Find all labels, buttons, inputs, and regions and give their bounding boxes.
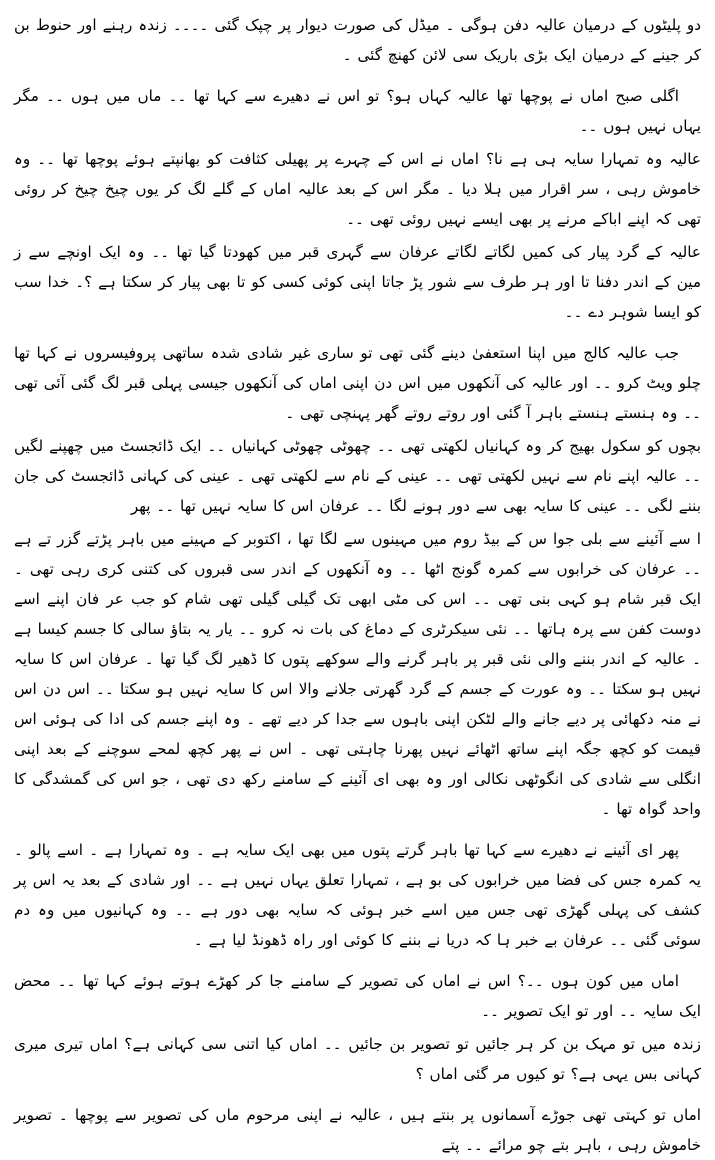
paragraph: بچوں کو سکول بھیج کر وہ کہانیاں لکھتی تھی ۔۔ چھوٹی چھوٹی کہانیاں ۔۔ ایک ڈائجسٹ میں چھپنے لگیں ۔۔ عالیہ اپنے نام سے نہیں لکھتی تھی ۔۔ عینی کے نام سے لکھتی تھی ۔ عینی کی کہانی ڈائجسٹ کی جان بننے لگی ۔۔ عینی کا سایہ بھی سے دور ہونے لگا ۔۔ عرفان اس کا سایہ نہیں تھا ۔۔ پھر [14, 437, 701, 515]
paragraph: عالیہ کے گرد پیار کی کمیں لگاتے لگاتے عرفان سے گہری قبر میں کھودتا گیا تھا ۔۔ وہ ایک اونچے سے ز مین کے اندر دفنا تا اور ہر طرف سے شور پڑ جاتا اپنی کوئی کسی کو تا بھی پیار کر سکتا ہے ؟۔ خدا سب کو ایسا شوہر دے ۔۔ [14, 243, 701, 321]
paragraph: اماں میں کون ہوں ۔۔؟ اس نے اماں کی تصویر کے سامنے جا کر کھڑے ہوتے ہوئے کہا تھا ۔۔ محض ایک سایہ ۔۔ اور تو ایک تصویر ۔۔ [14, 972, 701, 1020]
paragraph: عالیہ وہ تمہارا سایہ ہی ہے نا؟ اماں نے اس کے چہرے پر پھیلی کثافت کو بھانپتے ہوئے پوچھا تھا ۔۔ وہ خاموش رہی ، سر اقرار میں ہلا دیا ۔ مگر اس کے بعد عالیہ اماں کے گلے لگ کر یوں چیخ چیخ کر روئی تھی کہ اپنے اباکے مرنے پر بھی ایسے نہیں روئی تھی ۔۔ [14, 150, 701, 228]
paragraph: پھر ای آئینے نے دھیرے سے کہا تھا باہر گرتے پتوں میں بھی ایک سایہ ہے ۔ وہ تمہارا ہے ۔ اسے پالو ۔ یہ کمرہ جس کی فضا میں خرابوں کی بو ہے ، تمہارا تعلق یہاں نہیں ہے ۔۔ اور شادی کے بعد یہ اس پر کشف کی پہلی گھڑی تھی جس میں اسے خبر ہوئی کہ سایہ بھی دور ہے ۔۔ وہ کہانیوں میں وہ دم سوئی گئی ۔۔ عرفان بے خبر ہا کہ دریا نے بننے کا کوئی اور راہ ڈھونڈ لیا ہے ۔ [14, 841, 701, 949]
paragraph: ا سے آئینے سے بلی جوا س کے بیڈ روم میں مہینوں سے لگا تھا ، اکتوبر کے مہینے میں باہر پڑتے گزر تے ہے ۔۔ عرفان کی خرابوں سے کمرہ گونج اٹھا ۔۔ وہ آنکھوں کے اندر سی قبروں کی کتنی کری رہی تھی ۔ ایک قبر شام ہو کہی بنی تھی ۔۔ اس کی مٹی ابھی تک گیلی گیلی تھی شام کو جب عر فان اپنے اسے دوست کفن سے پرہ ہاتھا ۔۔ نئی سیکرٹری کے دماغ کی بات نہ کرو ۔۔ یار یہ بتاؤ سالی کا جسم کیسا ہے ۔ عالیہ کے اندر بننے والی نئی قبر پر باہر گرنے والے سوکھے پتوں کا ڈھیر لگ گیا تھا ۔ عرفان اس کا سایہ نہیں ہو سکتا ۔۔ وہ عورت کے جسم کے گرد گھرتی جلانے والا اس کا سایہ نہیں ہو سکتا ۔۔ اس دن اس نے منہ دکھائی پر دیے جانے والے لٹکن اپنی باہوں سے جدا کر دیے تھے ۔ وہ اپنے جسم کی ادا کی ہوئی اس قیمت کو کچھ جگہ اپنے ساتھ اٹھائے نہیں پھرنا چاہتی تھی ۔ اس نے پھر کچھ لمحے سوچنے کے بعد اپنی انگلی سے شادی کی انگوٹھی نکالی اور وہ بھی ای آئینے کے سامنے رکھ دی تھی ، جو اس کی گمشدگی کا واحد گواہ تھا ۔ [14, 530, 701, 818]
paragraph: جب عالیہ کالج میں اپنا استعفیٰ دینے گئی تھی تو ساری غیر شادی شدہ ساتھی پروفیسروں نے کہا تھا چلو ویٹ کرو ۔۔ اور عالیہ کی آنکھوں میں اس دن اپنی اماں کی آنکھوں جیسی پہلی قبر لگ گئی آئی تھی ۔۔ وہ ہنستے ہنستے باہر آ گئی اور روتے روتے گھر پہنچی تھی ۔ [14, 344, 701, 422]
document-body [14, 10, 701, 1160]
paragraph: زندہ میں تو مہک بن کر ہر جائیں تو تصویر بن جائیں ۔۔ اماں کیا اتنی سی کہانی ہے؟ اماں تیری میری کہانی بس یہی ہے؟ تو کیوں مر گئی اماں ؟ [14, 1035, 701, 1083]
paragraph: اماں تو کہتی تھی جوڑے آسمانوں پر بنتے ہیں ، عالیہ نے اپنی مرحوم ماں کی تصویر سے پوچھا ۔ تصویر خاموش رہی ، باہر بتے چو مرائے ۔۔ پتے [14, 1106, 701, 1154]
paragraph: دو پلیٹوں کے درمیان عالیہ دفن ہوگی ۔ میڈل کی صورت دیوار پر چپک گئی ۔۔۔۔ زندہ رہنے اور حنوط بن کر جینے کے درمیان ایک بڑی باریک سی لائن کھنچ گئی ۔ [14, 16, 701, 64]
paragraph: اگلی صبح اماں نے پوچھا تھا عالیہ کہاں ہو؟ تو اس نے دھیرے سے کہا تھا ۔۔ ماں میں ہوں ۔۔ مگر یہاں نہیں ہوں ۔۔ [14, 87, 701, 135]
